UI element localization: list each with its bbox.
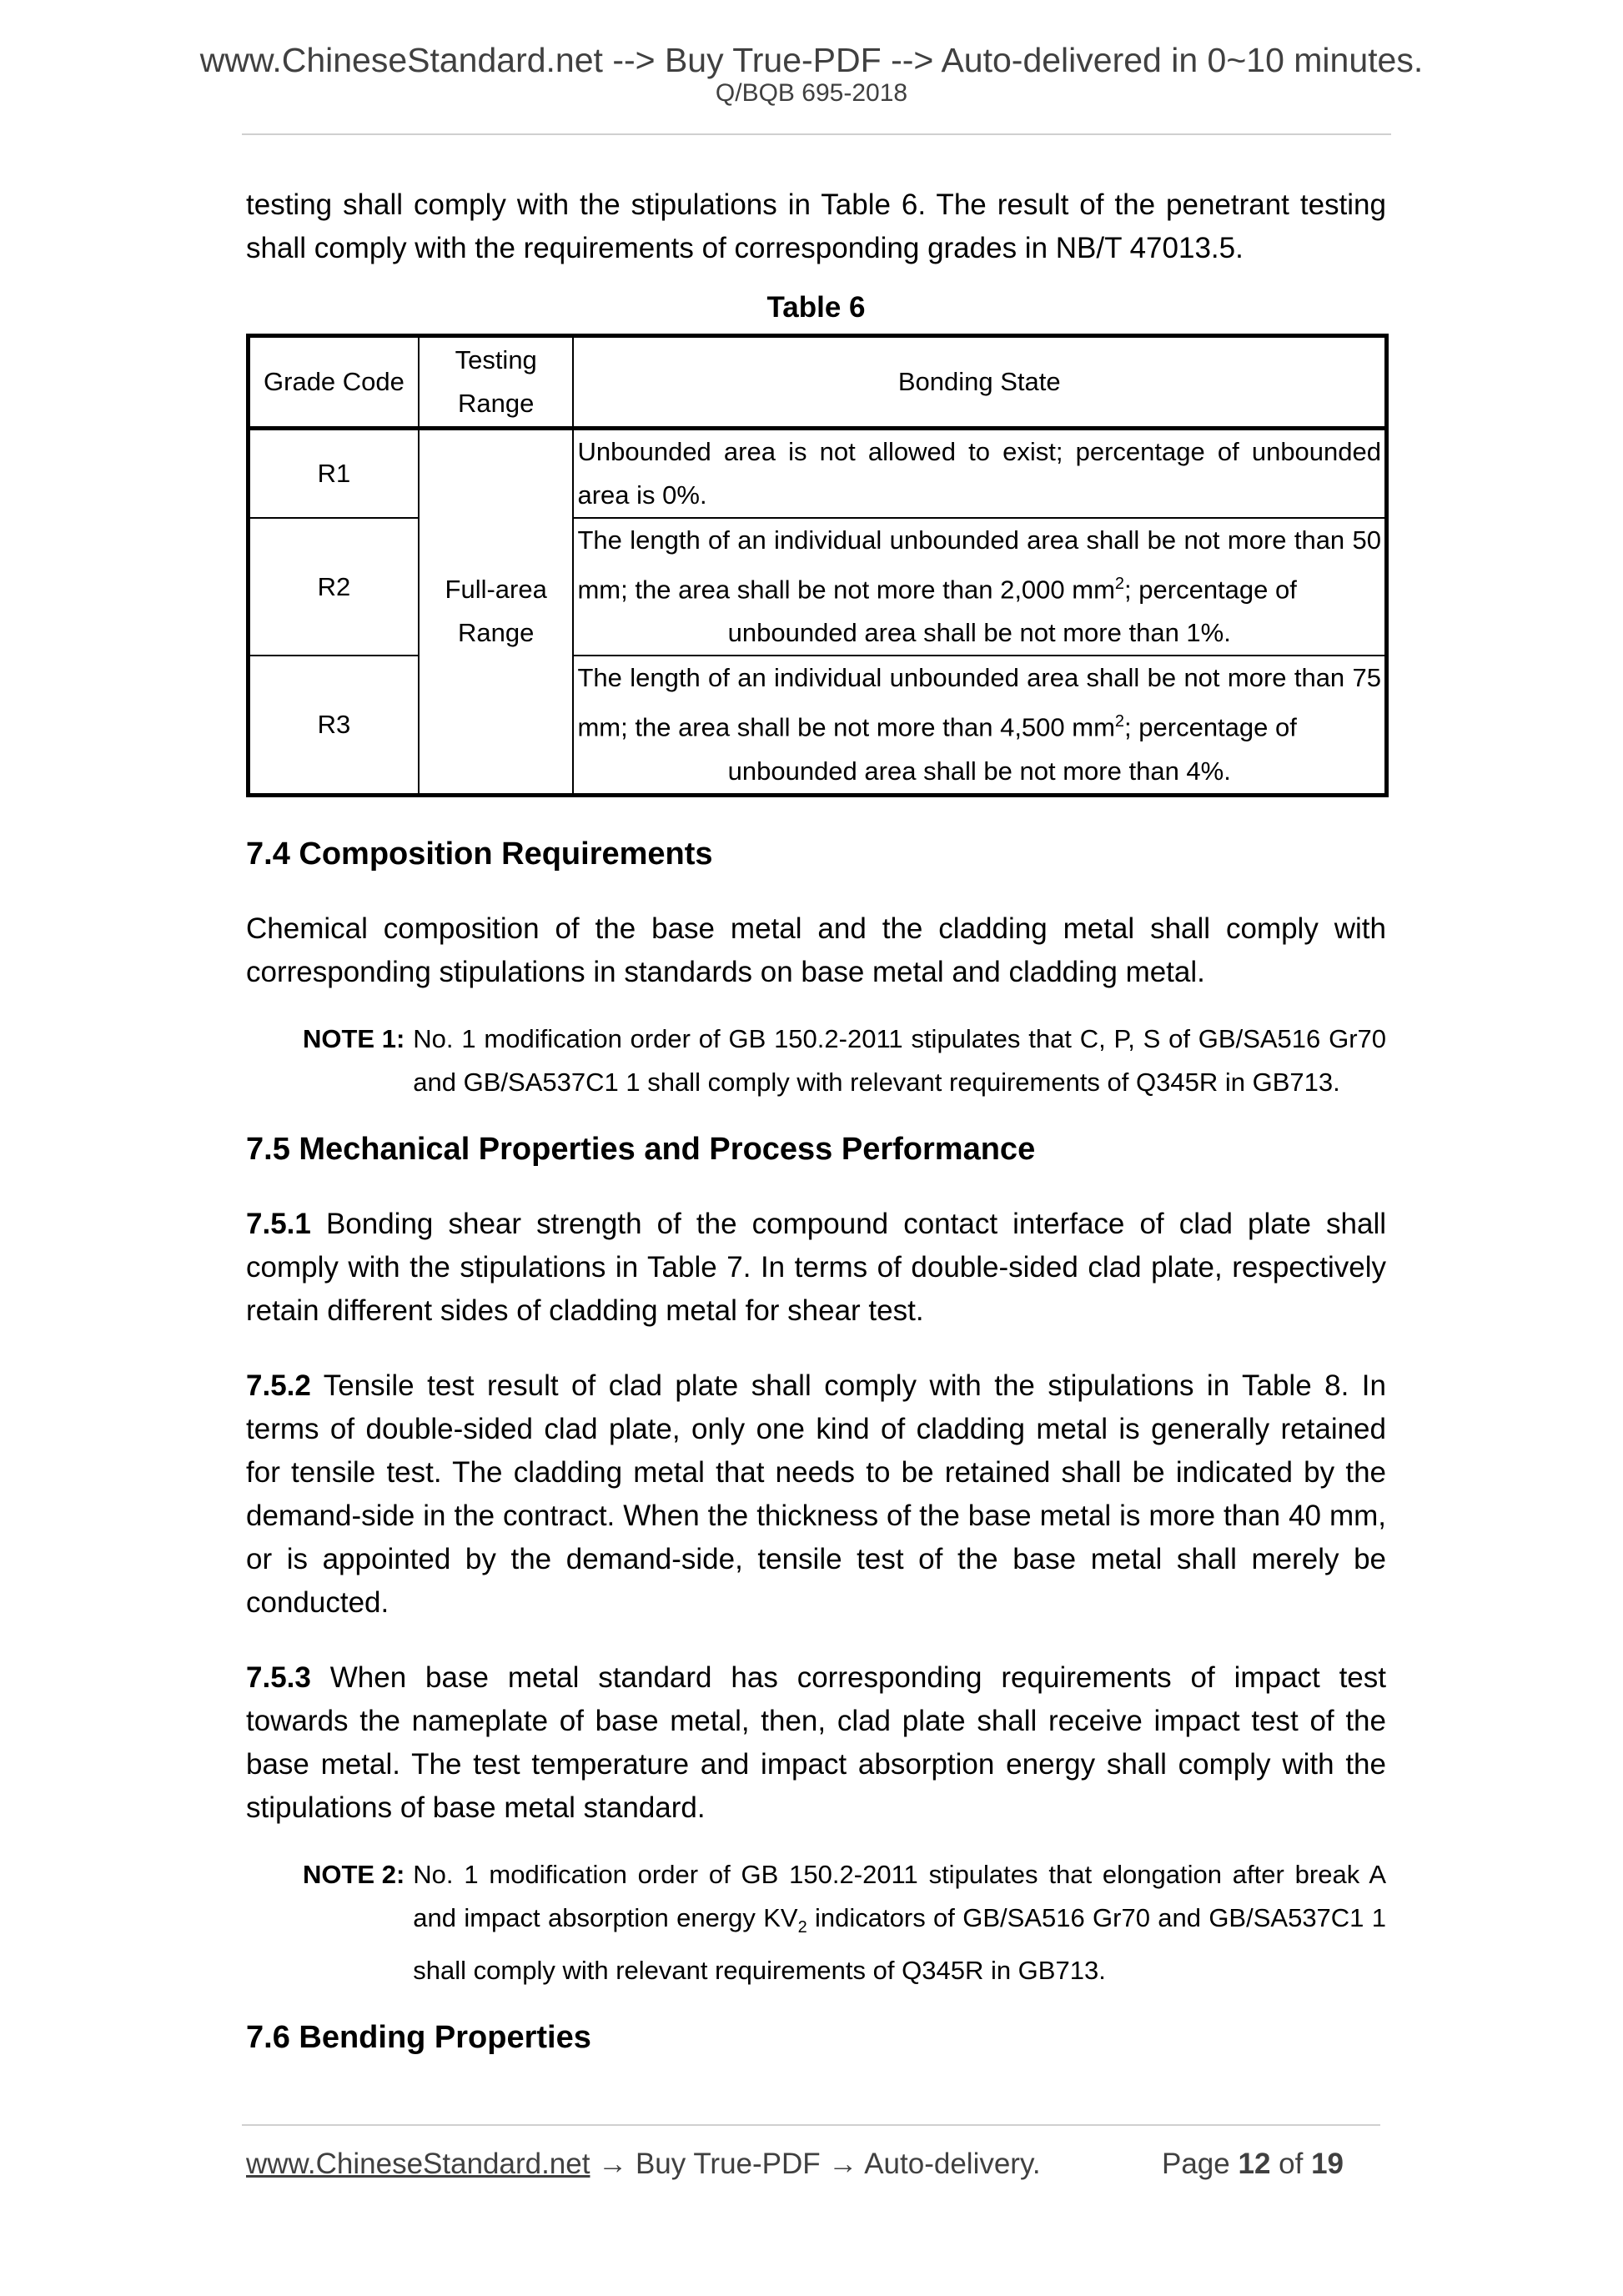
note-1-label: NOTE 1: [303,1023,405,1053]
clause-text: Bonding shear strength of the compound contact interface of clad plate shall comply with the stipulations in Table 7. In terms of double-sided clad plate, respectively retain different sides of cladding metal for shear test. [246,1207,1386,1327]
bonding-state-last-line: unbounded area shall be not more than 1%. [727,618,1231,648]
note-1-text: No. 1 modification order of GB 150.2-2011 stipulates that C, P, S of GB/SA516 Gr70 and GB/SA537C1 1 shall comply with relevant requirements of Q345R in GB713. [413,1023,1386,1097]
section-7-6-heading: 7.6 Bending Properties [246,2019,591,2055]
footer-auto-text: Auto-delivery. [864,2148,1041,2180]
header-bonding-state: Bonding State [573,336,1386,429]
clause-text: When base metal standard has corresponding requirements of impact test towards the nameplate of base metal, then, clad plate shall receive impact test of the base metal. The test temperature and impact absorption energy shall comply with the stipulations of base metal standard. [246,1660,1386,1824]
footer-buy-text: Buy True-PDF [635,2148,821,2180]
bonding-state-text: The length of an individual unbounded area shall be not more than 75 mm; the area shall be not more than 4,500 $mm^2$; percentage of [577,663,1381,742]
clause-7-5-1 [246,1203,1386,1333]
clause-text: Tensile test result of clad plate shall comply with the stipulations in Table 8. In terms of double-sided clad plate, only one kind of cladding metal is generally retained for tensile test. The cladding metal that needs to be retained shall be indicated by the demand-side in the contract. When the thickness of the base metal is more than 40 mm, or is appointed by the demand-side, tensile test of the base metal shall merely be conducted. [246,1369,1386,1619]
arrow-right-icon: → [598,2148,628,2180]
header-testing-range-line2: Range [458,389,535,418]
bonding-state-cell [573,656,1386,795]
table-row [249,429,1387,519]
clause-number: 7.5.3 [246,1660,311,1694]
bonding-state-last-line: unbounded area shall be not more than 4%. [727,756,1231,786]
header-testing-range-line1: Testing [455,345,537,374]
footer-promo [246,2148,1041,2181]
document-id: Q/BQB 695-2018 [715,79,908,107]
bonding-state-text: The length of an individual unbounded area shall be not more than 50 mm; the area shall be not more than 2,000 $mm^2$; percentage of [577,525,1381,605]
header-testing-range [419,336,574,429]
note-1 [303,1017,1386,1104]
grade-cell: R3 [249,656,419,795]
clause-7-5-3 [246,1656,1386,1830]
table-6-caption: Table 6 [766,291,866,324]
footer-divider [242,2124,1380,2126]
total-pages: 19 [1311,2148,1344,2180]
footer-site-link[interactable]: www.ChineseStandard.net [246,2148,590,2180]
arrow-right-icon: → [828,2148,858,2180]
grade-cell: R1 [249,429,419,519]
testing-range-line1: Full-area [445,575,547,605]
note-2-text: No. 1 modification order of GB 150.2-2011 stipulates that elongation after break A and impact absorption energy $KV_2$ indicators of GB/SA516 Gr70 and GB/SA537C1 1 shall comply with relevant requirements of Q345R in GB713. [413,1859,1386,1985]
testing-range-cell [419,429,574,796]
section-7-5-heading: 7.5 Mechanical Properties and Process Performance [246,1131,1036,1167]
page-number [1162,2148,1344,2181]
top-banner: www.ChineseStandard.net --> Buy True-PDF --> Auto-delivered in 0~10 minutes. [199,41,1424,79]
clause-number: 7.5.1 [246,1207,311,1240]
intro-paragraph: testing shall comply with the stipulations in Table 6. The result of the penetrant testing shall comply with the requirements of corresponding grades in NB/T 47013.5. [246,188,1386,264]
testing-range-line2: Range [458,618,535,648]
section-7-4-text: Chemical composition of the base metal and the cladding metal shall comply with corresponding stipulations in standards on base metal and cladding metal. [246,912,1386,988]
clause-number: 7.5.2 [246,1369,311,1402]
of-label: of [1279,2148,1304,2180]
header-divider [242,133,1391,135]
grade-cell: R2 [249,518,419,656]
clause-7-5-2 [246,1364,1386,1625]
bonding-state-cell: Unbounded area is not allowed to exist; percentage of unbounded area is 0%. [573,429,1386,519]
page-label: Page [1162,2148,1230,2180]
table-6 [246,334,1389,797]
note-2-label: NOTE 2: [303,1859,405,1889]
table-header-row [249,336,1387,429]
note-2 [303,1853,1386,1992]
section-7-4-heading: 7.4 Composition Requirements [246,836,713,872]
bonding-state-cell [573,518,1386,656]
current-page: 12 [1238,2148,1271,2180]
page-content [246,183,1386,2059]
header-grade-code: Grade Code [249,336,419,429]
